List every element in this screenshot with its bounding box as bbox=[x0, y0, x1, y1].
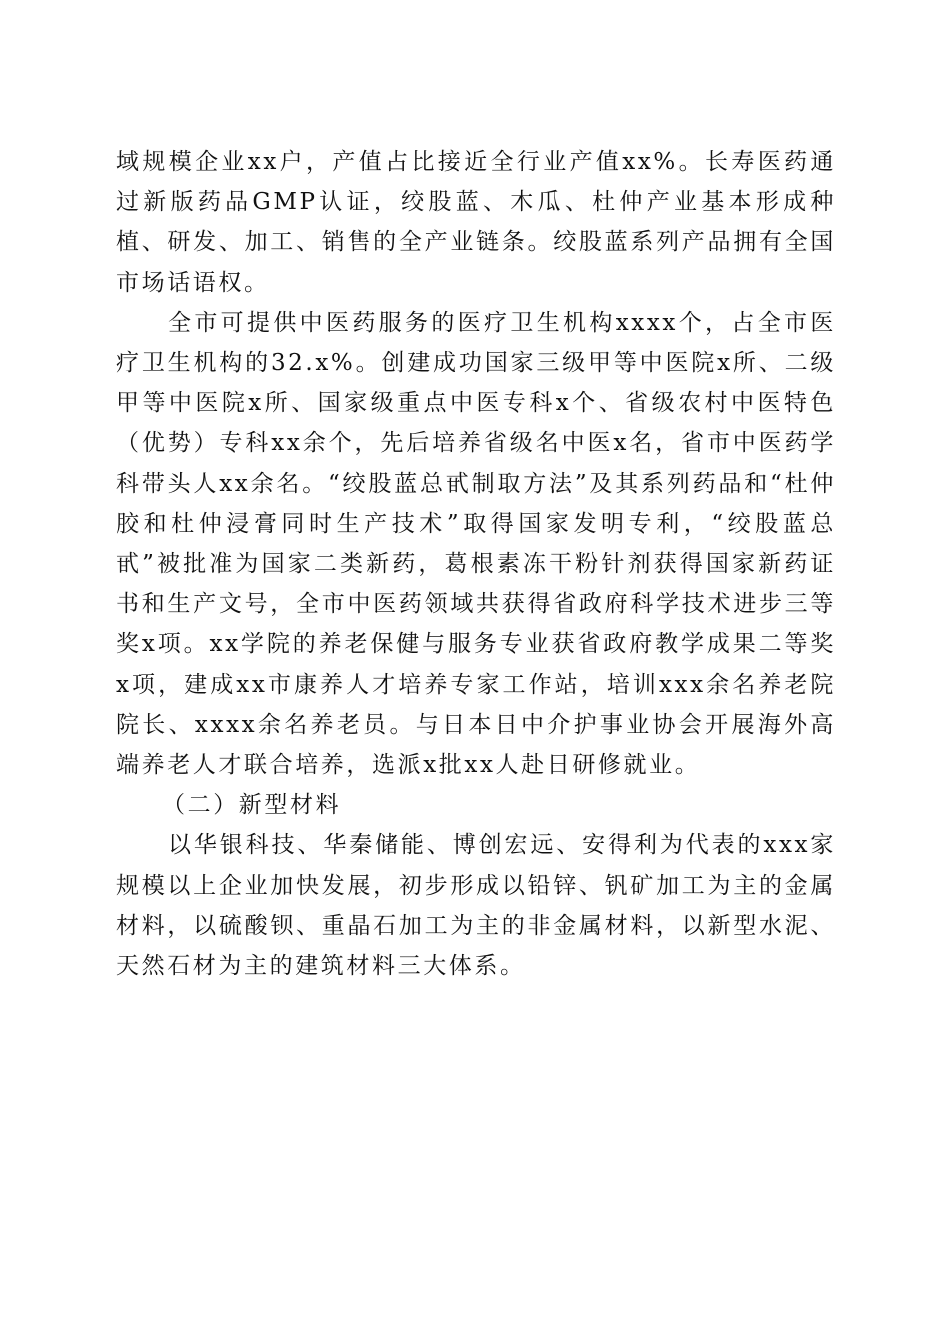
paragraph-continued: 域规模企业xx户，产值占比接近全行业产值xx%。长寿医药通过新版药品GMP认证，绞股蓝、木瓜、杜仲产业基本形成种植、研发、加工、销售的全产业链条。绞股蓝系列产品拥有全国市场话语权。 bbox=[116, 149, 836, 296]
document-body bbox=[116, 142, 836, 986]
section-heading-new-materials: （二）新型材料 bbox=[162, 792, 342, 819]
paragraph-new-materials: 以华银科技、华秦储能、博创宏远、安得利为代表的xxx家规模以上企业加快发展，初步形成以铅锌、钒矿加工为主的金属材料，以硫酸钡、重晶石加工为主的非金属材料，以新型水泥、天然石材为主的建筑材料三大体系。 bbox=[116, 832, 836, 980]
paragraph-tcm-services: 全市可提供中医药服务的医疗卫生机构xxxx个，占全市医疗卫生机构的32.x%。创建成功国家三级甲等中医院x所、二级甲等中医院x所、国家级重点中医专科x个、省级农村中医特色（优势）专科xx余个，先后培养省级名中医x名，省市中医药学科带头人xx余名。“绞股蓝总甙制取方法”及其系列药品和“杜仲胶和杜仲浸膏同时生产技术”取得国家发明专利，“绞股蓝总甙”被批准为国家二类新药，葛根素冻干粉针剂获得国家新药证书和生产文号，全市中医药领域共获得省政府科学技术进步三等奖x项。xx学院的养老保健与服务专业获省政府教学成果二等奖x项，建成xx市康养人才培养专家工作站，培训xxx余名养老院院长、xxxx余名养老员。与日本日中介护事业协会开展海外高端养老人才联合培养，选派x批xx人赴日研修就业。 bbox=[116, 309, 836, 779]
